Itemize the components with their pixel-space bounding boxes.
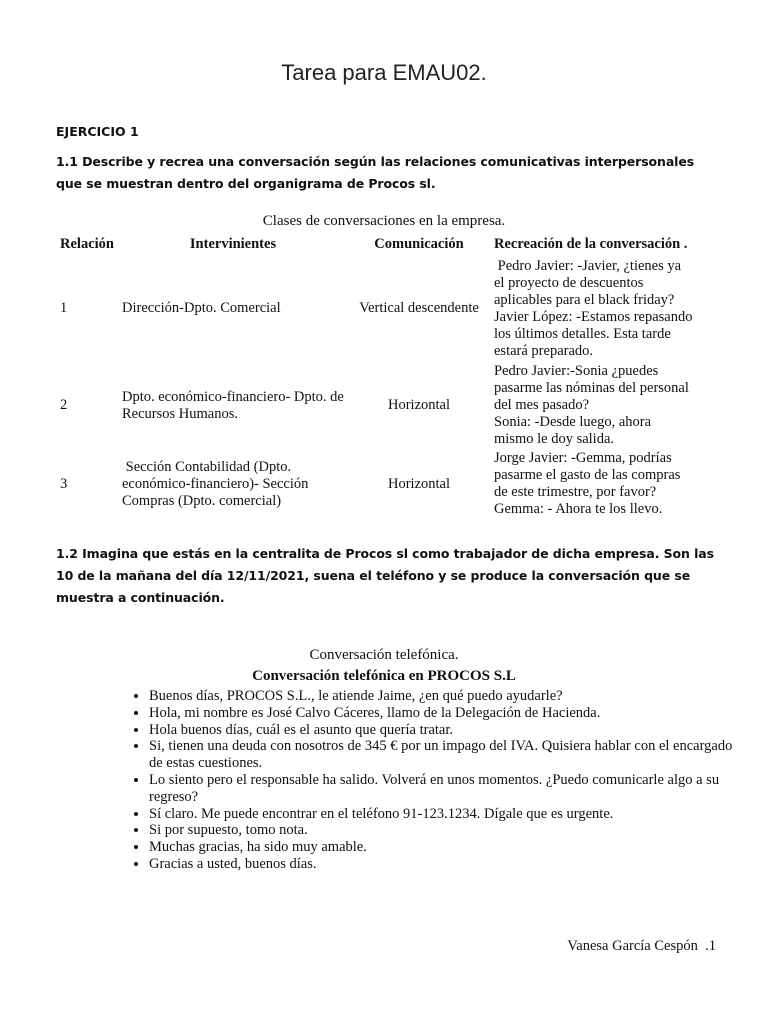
conversation-line: pasarme las nóminas del personal bbox=[494, 380, 689, 396]
conversation-caption: Conversación telefónica. bbox=[309, 647, 459, 663]
list-item: • Si por supuesto, tomo nota. bbox=[149, 822, 739, 839]
conversation-line: los últimos detalles. Esta tarde bbox=[494, 325, 671, 342]
conversation-types-table bbox=[56, 233, 724, 519]
conversation-recreation bbox=[490, 449, 724, 519]
conversation-recreation bbox=[490, 255, 724, 362]
list-item: • Sí claro. Me puede encontrar en el teléfono 91-123.1234. Dígale que es urgente. bbox=[149, 806, 739, 823]
header-intervinientes: Intervinientes bbox=[189, 235, 277, 252]
header-comunicacion: Comunicación bbox=[374, 235, 464, 252]
list-item: • Muchas gracias, ha sido muy amable. bbox=[149, 839, 739, 856]
conversation-line: del mes pasado? bbox=[494, 397, 590, 413]
conversation-recreation bbox=[490, 362, 724, 449]
participants: Dpto. económico-financiero- Dpto. de Recursos Humanos. bbox=[122, 388, 344, 422]
table-header-row bbox=[56, 233, 724, 255]
header-relacion: Relación bbox=[60, 235, 114, 252]
participants: Dirección-Dpto. Comercial bbox=[122, 300, 281, 316]
conversation-line: Sonia: -Desde luego, ahora bbox=[494, 414, 652, 430]
list-item: • Hola, mi nombre es José Calvo Cáceres, llamo de la Delegación de Hacienda. bbox=[149, 705, 739, 722]
conversation-line: Javier Lópe​z: -Estamos repasando bbox=[494, 308, 693, 325]
question-1-1: 1.1 Describe y recrea una conversación según las relaciones comunicativas interpersonales que se muestran dentro del organigrama de Procos sl. bbox=[56, 154, 695, 191]
list-item: • Hola buenos días, cuál es el asunto que quería tratar. bbox=[149, 722, 739, 739]
conversation-line: aplicables para el black friday? bbox=[494, 291, 675, 308]
conversation-line: Gemma: - Ahora te los llevo. bbox=[494, 501, 663, 517]
conversation-title: Conversación telefónica en PROCOS S.L bbox=[252, 668, 516, 684]
document-title: Tarea para EMAU02. bbox=[281, 60, 487, 85]
conversation-line: Jorge Javier: -Gemma, podrías bbox=[494, 450, 672, 466]
conversation-line: Pedro Javier:-Sonia ¿puedes bbox=[494, 363, 659, 379]
table-row bbox=[56, 362, 724, 449]
communication-type: Vertical descendente bbox=[359, 300, 479, 316]
conversation-line: Pedro Javier: -Javier, ¿tienes ya bbox=[494, 257, 682, 274]
conversation-list bbox=[130, 688, 739, 873]
communication-type: Horizontal bbox=[387, 397, 450, 413]
table-row bbox=[56, 449, 724, 519]
question-1-2: 1.2 Imagina que estás en la centralita de Procos sl como trabajador de dicha empresa. Son las 10 de la mañana del día 12/11/2021, suena el teléfono y se produce la conversación que se muestra a continuación. bbox=[56, 546, 714, 605]
conversation-line: de este trimestre, por favor? bbox=[494, 484, 657, 500]
conversation-line: pasarme el gasto de las compras bbox=[494, 467, 681, 483]
list-item: • Lo siento pero el responsable ha salido. Volverá en unos momentos. ¿Puedo comunicarle algo a su regreso? bbox=[149, 772, 739, 806]
relation-number: 2 bbox=[60, 397, 68, 413]
conversation-line: estará preparado. bbox=[494, 342, 594, 359]
list-item: • Buenos días, PROCOS S.L., le atiende Jaime, ¿en qué puedo ayudarle? bbox=[149, 688, 739, 705]
page-footer: Vanesa García Cespón .1 bbox=[567, 938, 716, 954]
relation-number: 3 bbox=[60, 475, 68, 492]
relation-number: 1 bbox=[60, 300, 68, 316]
table-caption: Clases de conversaciones en la empresa. bbox=[262, 213, 506, 229]
table-row bbox=[56, 255, 724, 362]
participants: Sección Contabilidad (Dpto. económico-financiero)- Sección Compras (Dpto. comercial) bbox=[122, 458, 313, 509]
communication-type: Horizontal bbox=[387, 475, 450, 492]
list-item: • Si, tienen una deuda con nosotros de 345 € por un impago del IVA. Quisiera hablar con el encargado de estas cuestiones. bbox=[149, 738, 739, 772]
list-item: • Gracias a usted, buenos días. bbox=[149, 856, 739, 873]
exercise-heading: EJERCICIO 1 bbox=[56, 124, 139, 139]
conversation-line: mismo le doy salida. bbox=[494, 431, 615, 447]
header-recreacion: Recreación de la conversación . bbox=[494, 235, 688, 252]
conversation-line: el proyecto de descuentos bbox=[494, 274, 644, 291]
